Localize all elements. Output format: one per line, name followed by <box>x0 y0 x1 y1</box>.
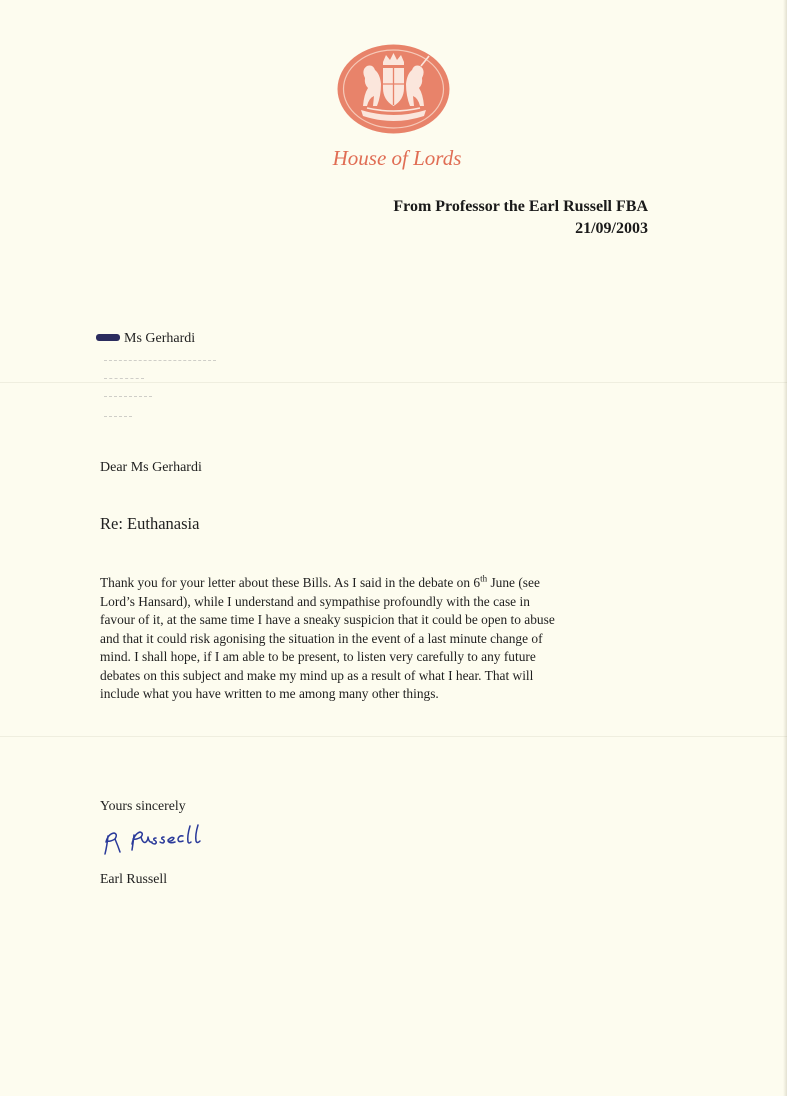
recipient-name: Ms Gerhardi <box>124 331 196 346</box>
body-line <box>100 574 640 593</box>
body-text-fragment: June (see <box>487 575 540 590</box>
body-line: debates on this subject and make my mind up as a result of what I hear. That will <box>100 667 534 683</box>
paper-fold-line <box>0 736 787 737</box>
recipient-address <box>96 330 296 348</box>
ordinal-suffix: th <box>480 573 488 584</box>
body-line: favour of it, at the same time I have a sneaky suspicion that it could be open to abuse <box>100 612 555 627</box>
recipient-address-line <box>96 330 296 348</box>
letter-date: 21/09/2003 <box>575 220 648 237</box>
closing: Yours sincerely <box>100 798 186 813</box>
redaction-scribble <box>96 334 120 341</box>
faded-address-line <box>104 378 144 380</box>
body-line: include what you have written to me among many other things. <box>100 686 439 701</box>
letterhead-institution-name: House of Lords <box>332 146 462 170</box>
paper-fold-line <box>0 382 787 383</box>
paper-edge-shadow <box>783 0 787 1096</box>
faded-address-line <box>104 416 132 418</box>
faded-address-line <box>104 360 216 362</box>
signer-name: Earl Russell <box>100 871 168 886</box>
sender-name: From Professor the Earl Russell FBA <box>393 198 648 215</box>
house-of-lords-wordmark <box>332 143 462 175</box>
letter-body <box>100 574 640 704</box>
body-line: Lord’s Hansard), while I understand and sympathise profoundly with the case in <box>100 593 530 609</box>
salutation: Dear Ms Gerhardi <box>100 460 202 475</box>
body-text-fragment: Thank you for your letter about these Bills. As I said in the debate on 6 <box>100 575 481 590</box>
handwritten-signature <box>98 822 216 860</box>
body-line: mind. I shall hope, if I am able to be present, to listen very carefully to any future <box>100 649 536 664</box>
body-line: and that it could risk agonising the situation in the event of a last minute change of <box>100 630 543 646</box>
subject-line: Re: Euthanasia <box>100 514 200 533</box>
sender-block <box>320 196 648 240</box>
faded-address-line <box>104 396 152 398</box>
house-of-lords-crest-icon <box>337 44 450 134</box>
